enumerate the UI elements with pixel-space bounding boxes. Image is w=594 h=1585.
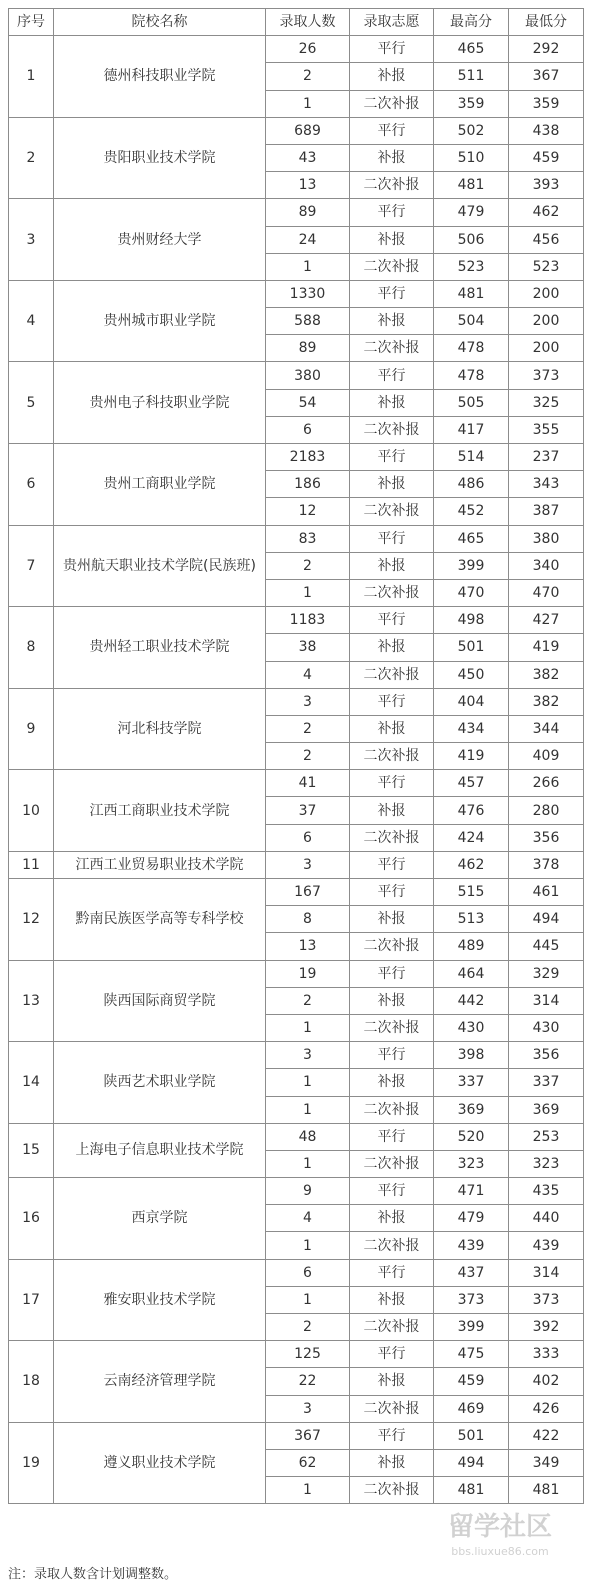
cell-admitted-count: 1 <box>266 1069 350 1096</box>
cell-admission-type: 二次补报 <box>350 498 434 525</box>
svg-text:bbs.liuxue86.com: bbs.liuxue86.com <box>451 1545 549 1558</box>
cell-highest-score: 399 <box>434 552 509 579</box>
cell-lowest-score: 343 <box>509 471 584 498</box>
cell-admitted-count: 43 <box>266 144 350 171</box>
cell-lowest-score: 456 <box>509 226 584 253</box>
cell-highest-score: 478 <box>434 362 509 389</box>
cell-highest-score: 457 <box>434 770 509 797</box>
cell-lowest-score: 280 <box>509 797 584 824</box>
cell-lowest-score: 314 <box>509 1259 584 1286</box>
cell-admission-type: 补报 <box>350 634 434 661</box>
cell-admitted-count: 24 <box>266 226 350 253</box>
cell-highest-score: 373 <box>434 1286 509 1313</box>
cell-admission-type: 二次补报 <box>350 416 434 443</box>
cell-admission-type: 补报 <box>350 1069 434 1096</box>
cell-highest-score: 404 <box>434 688 509 715</box>
cell-school-name: 德州科技职业学院 <box>54 36 266 118</box>
cell-highest-score: 398 <box>434 1042 509 1069</box>
cell-highest-score: 505 <box>434 389 509 416</box>
cell-admission-type: 补报 <box>350 308 434 335</box>
cell-lowest-score: 344 <box>509 715 584 742</box>
cell-lowest-score: 461 <box>509 879 584 906</box>
cell-admission-type: 二次补报 <box>350 335 434 362</box>
table-row <box>9 444 584 471</box>
cell-admission-type: 补报 <box>350 226 434 253</box>
cell-lowest-score: 422 <box>509 1422 584 1449</box>
cell-highest-score: 469 <box>434 1395 509 1422</box>
cell-highest-score: 464 <box>434 960 509 987</box>
cell-admission-type: 补报 <box>350 906 434 933</box>
cell-admitted-count: 3 <box>266 851 350 878</box>
cell-lowest-score: 333 <box>509 1341 584 1368</box>
cell-admission-type: 平行 <box>350 444 434 471</box>
cell-lowest-score: 356 <box>509 824 584 851</box>
cell-admitted-count: 41 <box>266 770 350 797</box>
cell-admission-type: 二次补报 <box>350 743 434 770</box>
cell-school-name: 西京学院 <box>54 1178 266 1260</box>
table-row <box>9 36 584 63</box>
cell-highest-score: 323 <box>434 1150 509 1177</box>
cell-admission-type: 平行 <box>350 1422 434 1449</box>
cell-highest-score: 510 <box>434 144 509 171</box>
cell-admitted-count: 125 <box>266 1341 350 1368</box>
cell-highest-score: 434 <box>434 715 509 742</box>
cell-index: 18 <box>9 1341 54 1423</box>
cell-admitted-count: 6 <box>266 1259 350 1286</box>
cell-admitted-count: 380 <box>266 362 350 389</box>
cell-highest-score: 498 <box>434 607 509 634</box>
table-row <box>9 1422 584 1449</box>
cell-index: 5 <box>9 362 54 444</box>
cell-highest-score: 501 <box>434 1422 509 1449</box>
cell-highest-score: 511 <box>434 63 509 90</box>
cell-highest-score: 430 <box>434 1014 509 1041</box>
cell-admitted-count: 1 <box>266 1232 350 1259</box>
cell-lowest-score: 355 <box>509 416 584 443</box>
cell-admitted-count: 367 <box>266 1422 350 1449</box>
cell-highest-score: 479 <box>434 1205 509 1232</box>
cell-highest-score: 462 <box>434 851 509 878</box>
cell-lowest-score: 266 <box>509 770 584 797</box>
cell-admitted-count: 1330 <box>266 280 350 307</box>
table-row <box>9 1259 584 1286</box>
cell-lowest-score: 329 <box>509 960 584 987</box>
cell-admission-type: 二次补报 <box>350 90 434 117</box>
admission-table-container <box>8 8 583 1504</box>
cell-admission-type: 二次补报 <box>350 172 434 199</box>
cell-admission-type: 补报 <box>350 1368 434 1395</box>
table-row <box>9 280 584 307</box>
cell-lowest-score: 393 <box>509 172 584 199</box>
cell-index: 13 <box>9 960 54 1042</box>
cell-index: 16 <box>9 1178 54 1260</box>
cell-admission-type: 平行 <box>350 280 434 307</box>
table-row <box>9 117 584 144</box>
cell-highest-score: 514 <box>434 444 509 471</box>
cell-index: 1 <box>9 36 54 118</box>
header-lowest-score: 最低分 <box>509 9 584 36</box>
cell-admitted-count: 2 <box>266 743 350 770</box>
cell-lowest-score: 481 <box>509 1477 584 1504</box>
cell-admission-type: 补报 <box>350 987 434 1014</box>
cell-admitted-count: 588 <box>266 308 350 335</box>
cell-lowest-score: 349 <box>509 1449 584 1476</box>
cell-admitted-count: 62 <box>266 1449 350 1476</box>
cell-admitted-count: 2 <box>266 987 350 1014</box>
table-row <box>9 960 584 987</box>
cell-admitted-count: 1 <box>266 1477 350 1504</box>
cell-school-name: 上海电子信息职业技术学院 <box>54 1123 266 1177</box>
cell-admitted-count: 12 <box>266 498 350 525</box>
cell-admission-type: 二次补报 <box>350 1395 434 1422</box>
cell-index: 17 <box>9 1259 54 1341</box>
header-school-name: 院校名称 <box>54 9 266 36</box>
cell-admission-type: 平行 <box>350 117 434 144</box>
cell-lowest-score: 438 <box>509 117 584 144</box>
cell-lowest-score: 435 <box>509 1178 584 1205</box>
cell-highest-score: 515 <box>434 879 509 906</box>
cell-lowest-score: 340 <box>509 552 584 579</box>
cell-lowest-score: 445 <box>509 933 584 960</box>
cell-highest-score: 439 <box>434 1232 509 1259</box>
cell-lowest-score: 237 <box>509 444 584 471</box>
cell-highest-score: 489 <box>434 933 509 960</box>
cell-admission-type: 平行 <box>350 770 434 797</box>
cell-index: 4 <box>9 280 54 362</box>
cell-highest-score: 471 <box>434 1178 509 1205</box>
cell-admitted-count: 2 <box>266 1314 350 1341</box>
cell-admission-type: 二次补报 <box>350 1014 434 1041</box>
cell-school-name: 贵州城市职业学院 <box>54 280 266 362</box>
cell-admitted-count: 2183 <box>266 444 350 471</box>
table-row <box>9 688 584 715</box>
cell-school-name: 贵州轻工职业技术学院 <box>54 607 266 689</box>
cell-highest-score: 501 <box>434 634 509 661</box>
cell-lowest-score: 402 <box>509 1368 584 1395</box>
cell-admission-type: 补报 <box>350 715 434 742</box>
cell-school-name: 贵州工商职业学院 <box>54 444 266 526</box>
cell-index: 19 <box>9 1422 54 1504</box>
table-body <box>9 36 584 1504</box>
cell-lowest-score: 337 <box>509 1069 584 1096</box>
cell-admission-type: 平行 <box>350 525 434 552</box>
cell-admitted-count: 3 <box>266 1042 350 1069</box>
cell-highest-score: 481 <box>434 172 509 199</box>
cell-admitted-count: 6 <box>266 824 350 851</box>
cell-lowest-score: 292 <box>509 36 584 63</box>
cell-index: 6 <box>9 444 54 526</box>
admission-table <box>8 8 584 1504</box>
cell-admitted-count: 2 <box>266 715 350 742</box>
cell-lowest-score: 439 <box>509 1232 584 1259</box>
cell-admitted-count: 3 <box>266 688 350 715</box>
cell-highest-score: 465 <box>434 36 509 63</box>
cell-index: 15 <box>9 1123 54 1177</box>
footnote: 注：录取人数含计划调整数。 <box>8 1567 178 1582</box>
cell-school-name: 云南经济管理学院 <box>54 1341 266 1423</box>
cell-admission-type: 补报 <box>350 389 434 416</box>
cell-lowest-score: 440 <box>509 1205 584 1232</box>
cell-lowest-score: 462 <box>509 199 584 226</box>
table-row <box>9 199 584 226</box>
table-row <box>9 851 584 878</box>
cell-admitted-count: 1 <box>266 90 350 117</box>
cell-highest-score: 486 <box>434 471 509 498</box>
cell-admitted-count: 37 <box>266 797 350 824</box>
cell-lowest-score: 200 <box>509 335 584 362</box>
cell-admission-type: 平行 <box>350 1341 434 1368</box>
cell-admitted-count: 89 <box>266 335 350 362</box>
cell-admission-type: 平行 <box>350 199 434 226</box>
cell-lowest-score: 200 <box>509 308 584 335</box>
cell-lowest-score: 409 <box>509 743 584 770</box>
cell-lowest-score: 356 <box>509 1042 584 1069</box>
table-row <box>9 525 584 552</box>
cell-admitted-count: 1 <box>266 253 350 280</box>
cell-admitted-count: 167 <box>266 879 350 906</box>
cell-admitted-count: 1 <box>266 1096 350 1123</box>
cell-highest-score: 452 <box>434 498 509 525</box>
cell-highest-score: 417 <box>434 416 509 443</box>
svg-text:留学社区: 留学社区 <box>447 1512 553 1542</box>
cell-admission-type: 平行 <box>350 1259 434 1286</box>
cell-admission-type: 平行 <box>350 851 434 878</box>
cell-index: 3 <box>9 199 54 281</box>
table-row <box>9 879 584 906</box>
cell-index: 14 <box>9 1042 54 1124</box>
cell-admission-type: 二次补报 <box>350 824 434 851</box>
cell-admission-type: 补报 <box>350 1449 434 1476</box>
cell-lowest-score: 419 <box>509 634 584 661</box>
header-index: 序号 <box>9 9 54 36</box>
cell-admission-type: 平行 <box>350 688 434 715</box>
cell-lowest-score: 378 <box>509 851 584 878</box>
cell-lowest-score: 392 <box>509 1314 584 1341</box>
cell-admission-type: 平行 <box>350 36 434 63</box>
cell-admitted-count: 89 <box>266 199 350 226</box>
cell-admitted-count: 38 <box>266 634 350 661</box>
header-admission-type: 录取志愿 <box>350 9 434 36</box>
cell-admission-type: 平行 <box>350 362 434 389</box>
cell-admission-type: 平行 <box>350 607 434 634</box>
cell-highest-score: 494 <box>434 1449 509 1476</box>
cell-admission-type: 补报 <box>350 144 434 171</box>
cell-highest-score: 437 <box>434 1259 509 1286</box>
cell-highest-score: 506 <box>434 226 509 253</box>
table-row <box>9 770 584 797</box>
cell-admission-type: 补报 <box>350 552 434 579</box>
cell-highest-score: 520 <box>434 1123 509 1150</box>
cell-admission-type: 二次补报 <box>350 1096 434 1123</box>
cell-highest-score: 419 <box>434 743 509 770</box>
cell-school-name: 江西工业贸易职业技术学院 <box>54 851 266 878</box>
cell-admitted-count: 4 <box>266 661 350 688</box>
cell-highest-score: 337 <box>434 1069 509 1096</box>
header-admitted-count: 录取人数 <box>266 9 350 36</box>
cell-highest-score: 465 <box>434 525 509 552</box>
cell-admission-type: 二次补报 <box>350 579 434 606</box>
watermark-logo <box>420 1503 580 1563</box>
cell-admission-type: 平行 <box>350 1123 434 1150</box>
table-row <box>9 607 584 634</box>
cell-lowest-score: 523 <box>509 253 584 280</box>
cell-admitted-count: 13 <box>266 933 350 960</box>
cell-lowest-score: 459 <box>509 144 584 171</box>
cell-lowest-score: 359 <box>509 90 584 117</box>
cell-school-name: 贵州航天职业技术学院(民族班) <box>54 525 266 607</box>
cell-admitted-count: 19 <box>266 960 350 987</box>
cell-highest-score: 513 <box>434 906 509 933</box>
cell-school-name: 贵阳职业技术学院 <box>54 117 266 199</box>
cell-lowest-score: 427 <box>509 607 584 634</box>
cell-highest-score: 523 <box>434 253 509 280</box>
cell-lowest-score: 200 <box>509 280 584 307</box>
table-row <box>9 1123 584 1150</box>
cell-admission-type: 二次补报 <box>350 1477 434 1504</box>
cell-admitted-count: 13 <box>266 172 350 199</box>
cell-lowest-score: 382 <box>509 688 584 715</box>
cell-index: 9 <box>9 688 54 770</box>
header-highest-score: 最高分 <box>434 9 509 36</box>
cell-highest-score: 481 <box>434 1477 509 1504</box>
table-row <box>9 1341 584 1368</box>
cell-admission-type: 二次补报 <box>350 661 434 688</box>
cell-admission-type: 补报 <box>350 1286 434 1313</box>
cell-admitted-count: 83 <box>266 525 350 552</box>
cell-index: 8 <box>9 607 54 689</box>
cell-lowest-score: 494 <box>509 906 584 933</box>
cell-admitted-count: 689 <box>266 117 350 144</box>
table-row <box>9 1178 584 1205</box>
cell-school-name: 黔南民族医学高等专科学校 <box>54 879 266 961</box>
cell-admitted-count: 3 <box>266 1395 350 1422</box>
cell-index: 11 <box>9 851 54 878</box>
cell-school-name: 遵义职业技术学院 <box>54 1422 266 1504</box>
cell-index: 2 <box>9 117 54 199</box>
cell-highest-score: 475 <box>434 1341 509 1368</box>
cell-admission-type: 补报 <box>350 1205 434 1232</box>
cell-highest-score: 424 <box>434 824 509 851</box>
cell-lowest-score: 387 <box>509 498 584 525</box>
cell-school-name: 陕西国际商贸学院 <box>54 960 266 1042</box>
cell-admission-type: 二次补报 <box>350 1150 434 1177</box>
cell-admission-type: 补报 <box>350 63 434 90</box>
cell-lowest-score: 369 <box>509 1096 584 1123</box>
cell-admitted-count: 48 <box>266 1123 350 1150</box>
cell-admitted-count: 2 <box>266 552 350 579</box>
cell-admitted-count: 1 <box>266 1014 350 1041</box>
cell-admission-type: 二次补报 <box>350 933 434 960</box>
cell-lowest-score: 382 <box>509 661 584 688</box>
cell-admitted-count: 1 <box>266 579 350 606</box>
cell-admitted-count: 9 <box>266 1178 350 1205</box>
cell-admission-type: 平行 <box>350 960 434 987</box>
cell-index: 10 <box>9 770 54 852</box>
cell-lowest-score: 470 <box>509 579 584 606</box>
cell-admission-type: 二次补报 <box>350 253 434 280</box>
cell-school-name: 陕西艺术职业学院 <box>54 1042 266 1124</box>
cell-index: 12 <box>9 879 54 961</box>
cell-highest-score: 481 <box>434 280 509 307</box>
cell-highest-score: 502 <box>434 117 509 144</box>
cell-highest-score: 504 <box>434 308 509 335</box>
table-header-row <box>9 9 584 36</box>
cell-admitted-count: 54 <box>266 389 350 416</box>
cell-school-name: 贵州电子科技职业学院 <box>54 362 266 444</box>
cell-admission-type: 平行 <box>350 879 434 906</box>
cell-lowest-score: 367 <box>509 63 584 90</box>
cell-admitted-count: 6 <box>266 416 350 443</box>
cell-lowest-score: 426 <box>509 1395 584 1422</box>
cell-admission-type: 二次补报 <box>350 1232 434 1259</box>
cell-lowest-score: 373 <box>509 362 584 389</box>
cell-admitted-count: 2 <box>266 63 350 90</box>
cell-school-name: 雅安职业技术学院 <box>54 1259 266 1341</box>
table-row <box>9 362 584 389</box>
cell-admitted-count: 186 <box>266 471 350 498</box>
cell-admitted-count: 22 <box>266 1368 350 1395</box>
cell-admitted-count: 26 <box>266 36 350 63</box>
cell-admitted-count: 1 <box>266 1150 350 1177</box>
cell-school-name: 贵州财经大学 <box>54 199 266 281</box>
cell-admitted-count: 1183 <box>266 607 350 634</box>
cell-admitted-count: 8 <box>266 906 350 933</box>
table-row <box>9 1042 584 1069</box>
cell-lowest-score: 253 <box>509 1123 584 1150</box>
cell-lowest-score: 373 <box>509 1286 584 1313</box>
cell-admission-type: 平行 <box>350 1178 434 1205</box>
cell-highest-score: 450 <box>434 661 509 688</box>
cell-index: 7 <box>9 525 54 607</box>
cell-highest-score: 369 <box>434 1096 509 1123</box>
cell-lowest-score: 430 <box>509 1014 584 1041</box>
cell-admission-type: 平行 <box>350 1042 434 1069</box>
cell-lowest-score: 323 <box>509 1150 584 1177</box>
cell-admitted-count: 1 <box>266 1286 350 1313</box>
cell-highest-score: 470 <box>434 579 509 606</box>
cell-admission-type: 补报 <box>350 797 434 824</box>
cell-highest-score: 459 <box>434 1368 509 1395</box>
cell-school-name: 河北科技学院 <box>54 688 266 770</box>
cell-school-name: 江西工商职业技术学院 <box>54 770 266 852</box>
cell-highest-score: 399 <box>434 1314 509 1341</box>
cell-admission-type: 补报 <box>350 471 434 498</box>
cell-highest-score: 479 <box>434 199 509 226</box>
cell-highest-score: 478 <box>434 335 509 362</box>
cell-highest-score: 359 <box>434 90 509 117</box>
cell-admission-type: 二次补报 <box>350 1314 434 1341</box>
cell-lowest-score: 380 <box>509 525 584 552</box>
cell-admitted-count: 4 <box>266 1205 350 1232</box>
cell-highest-score: 476 <box>434 797 509 824</box>
cell-highest-score: 442 <box>434 987 509 1014</box>
cell-lowest-score: 325 <box>509 389 584 416</box>
cell-lowest-score: 314 <box>509 987 584 1014</box>
